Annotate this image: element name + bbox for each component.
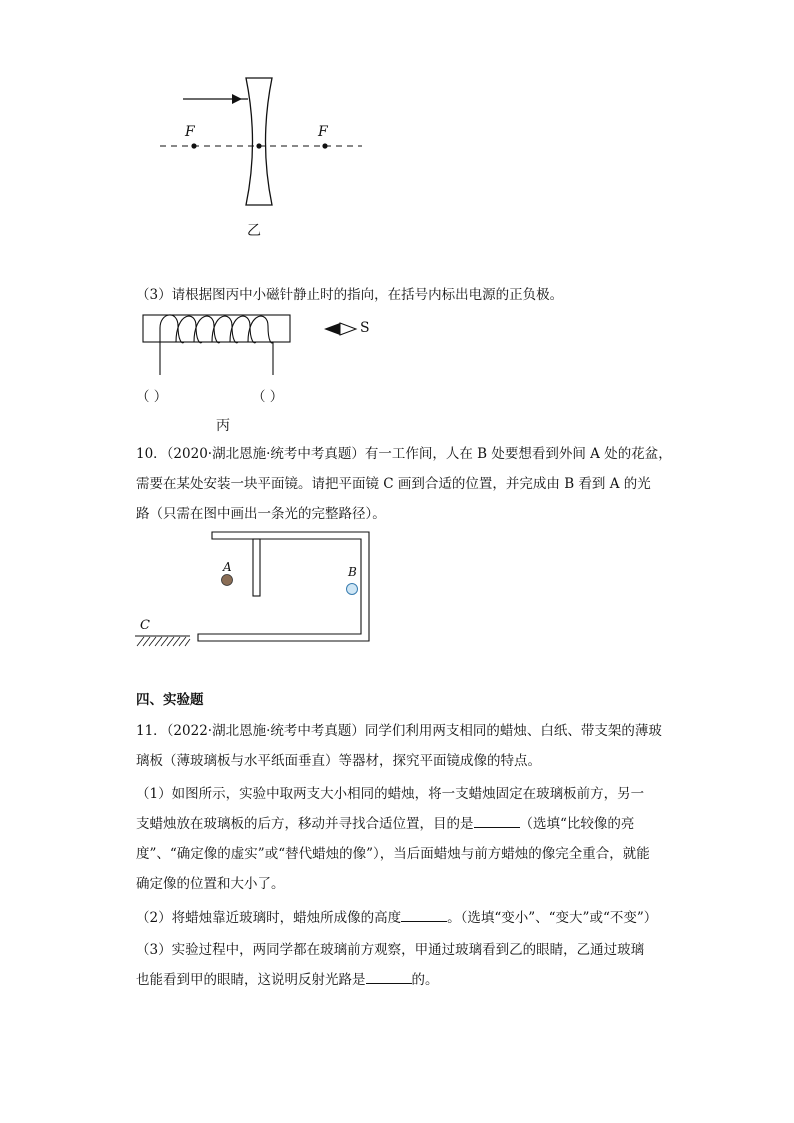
q10-text-line2: 需要在某处安装一块平面镜。请把平面镜 C 画到合适的位置，并完成由 B 看到 A 的光 (136, 476, 651, 492)
q11-text-line1: 11．（2022·湖北恩施·统考中考真题）同学们利用两支相同的蜡烛、白纸、带支架的薄玻 (136, 723, 662, 739)
q11-part2 (136, 910, 657, 926)
q11-part1-line1: （1）如图所示，实验中取两支大小相同的蜡烛，将一支蜡烛固定在玻璃板前方，另一 (136, 786, 645, 802)
q11-text-line2: 璃板（薄玻璃板与水平纸面垂直）等器材，探究平面镜成像的特点。 (136, 753, 541, 769)
q11-part1-line4: 确定像的位置和大小了。 (136, 876, 285, 892)
instruction-fig-bing: （3）请根据图丙中小磁针静止时的指向，在括号内标出电源的正负极。 (136, 287, 564, 303)
figure-caption-bing: 丙 (216, 418, 230, 434)
label-a: A (223, 560, 232, 574)
q10-text-line3: 路（只需在图中画出一条光的完整路径）。 (136, 506, 386, 522)
needle-pole-label: S (360, 320, 370, 336)
focus-label-left: F (185, 124, 195, 140)
focus-label-right: F (318, 124, 328, 140)
q11-part3-line2 (136, 972, 439, 988)
answer-blank-2[interactable] (401, 910, 447, 922)
section-heading: 四、实验题 (136, 692, 204, 708)
workroom-outer-wall (198, 532, 369, 641)
q11-part3-line2-start: 也能看到甲的眼睛，这说明反射光路是 (136, 972, 366, 988)
partition-wall (253, 539, 260, 596)
q11-part1-line3: 度”、“确定像的虚实”或“替代蜡烛的像”），当后面蜡烛与前方蜡烛的像完全重合，就能 (136, 846, 650, 862)
polarity-blank-left[interactable]: （ ） (136, 389, 168, 405)
figure-caption-yi: 乙 (247, 223, 261, 239)
label-b: B (348, 565, 357, 579)
label-c: C (140, 618, 150, 633)
answer-blank-3[interactable] (366, 972, 412, 984)
flowerpot-a (222, 575, 233, 586)
q11-part3-line1: （3）实验过程中，两同学都在玻璃前方观察，甲通过玻璃看到乙的眼睛，乙通过玻璃 (136, 942, 645, 958)
q11-part2-start: （2）将蜡烛靠近玻璃时，蜡烛所成像的高度 (136, 910, 402, 926)
q11-part1-line2-end: （选填“比较像的亮 (519, 816, 635, 832)
polarity-blank-right[interactable]: （ ） (252, 389, 284, 405)
q11-part3-line2-end: 的。 (411, 972, 439, 988)
q10-text-line1: 10．（2020·湖北恩施·统考中考真题）有一工作间，人在 B 处要想看到外间 A 处的花盆， (136, 446, 672, 462)
q11-part1-line2-start: 支蜡烛放在玻璃板的后方，移动并寻找合适位置，目的是 (136, 816, 474, 832)
q11-part2-end: 。（选填“变小”、“变大”或“不变”） (447, 910, 658, 926)
q11-part1-line2 (136, 816, 634, 832)
person-b (347, 584, 358, 595)
answer-blank-1[interactable] (474, 816, 520, 828)
ground-hatch (137, 637, 190, 646)
